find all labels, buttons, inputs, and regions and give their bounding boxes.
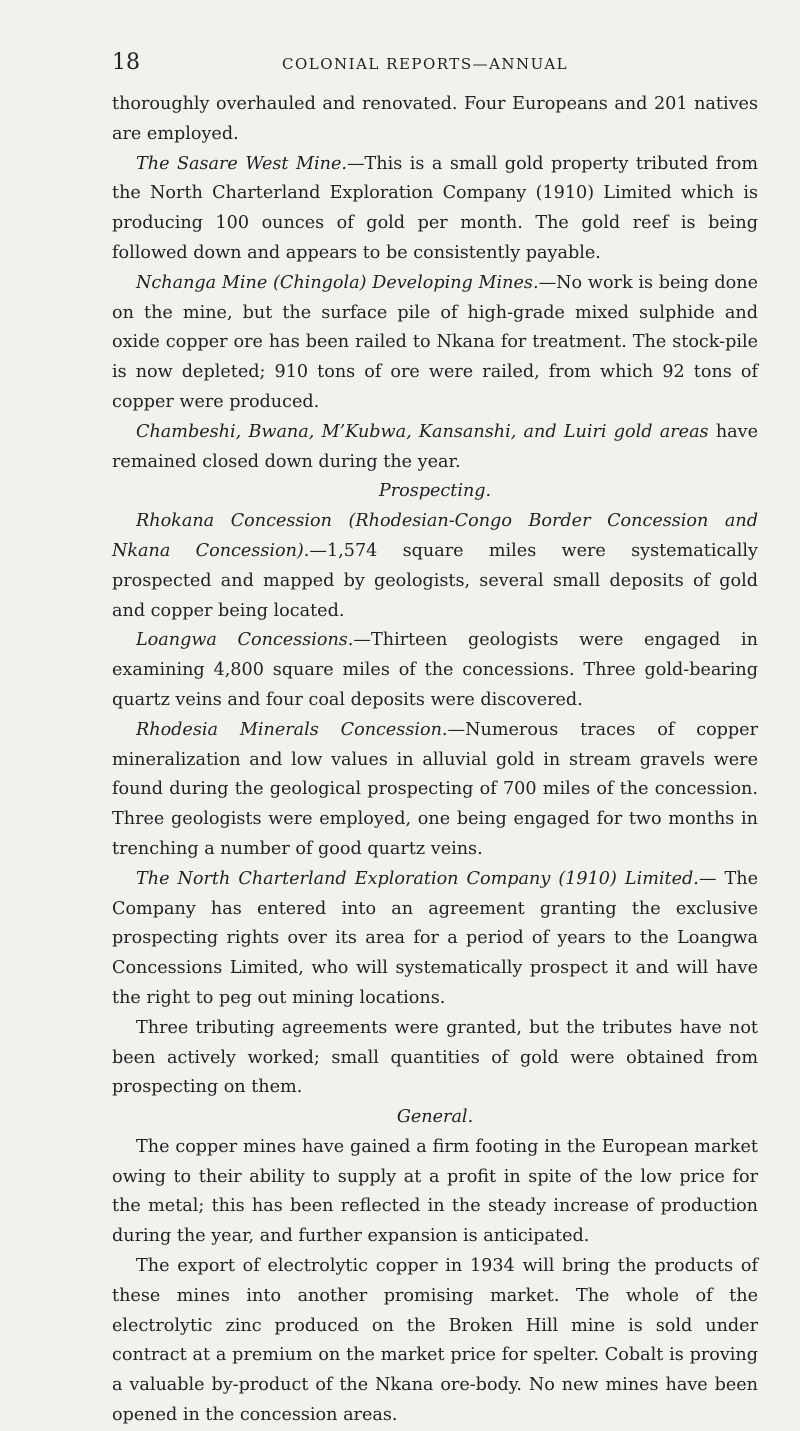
paragraph-text: have remained closed down during the year. [112, 421, 759, 472]
paragraph [112, 507, 758, 626]
paragraph [112, 1133, 758, 1252]
paragraph-lead: Nchanga Mine (Chingola) Developing Mines. [136, 272, 539, 293]
paragraph-text: —1,574 square miles were systematically prospected and mapped by geologists, several small deposits of gold and copper being located. [112, 540, 758, 621]
running-head: COLONIAL REPORTS—ANNUAL [282, 55, 569, 73]
paragraph-text: Three tributing agreements were granted, but the tributes have not been actively worked; small quantities of gold were obtained from prospecting on them. [112, 1017, 758, 1098]
paragraph-text: —Thirteen geologists were engaged in examining 4,800 square miles of the concessions. Three gold-bearing quartz veins and four coal deposits were discovered. [112, 630, 758, 710]
page-header [112, 50, 756, 80]
paragraph-text: The copper mines have gained a firm footing in the European market owing to their ability to supply at a profit in spite of the low price for the metal; this has been reflected in the steady increase of production during the year, and further expansion is anticipated. [112, 1136, 758, 1247]
paragraph [112, 1252, 758, 1431]
paragraph-text: thoroughly overhauled and renovated. Four Europeans and 201 natives are employed. [112, 94, 758, 144]
paragraph-text: —Numerous traces of copper mineralization and low values in alluvial gold in stream gravels were found during the geological prospecting of 700 miles of the concession. Three geologists were employed, one being engaged for two months in trenching a number of good quartz veins. [112, 719, 759, 859]
paragraph [112, 1014, 758, 1103]
paragraph-lead: Rhokana Concession (Rhodesian-Congo Border Concession and Nkana Concession). [112, 511, 758, 561]
section-heading-prospecting: Prospecting. [378, 481, 492, 502]
paragraph [112, 90, 758, 150]
page-number: 18 [112, 50, 140, 75]
paragraph-text: —This is a small gold property tributed from the North Charterland Exploration Company (1910) Limited which is producing 100 ounces of gold per month. The gold reef is being followed down and appears to be consistently payable. [112, 153, 758, 263]
paragraph [112, 865, 758, 1014]
paragraph [112, 418, 758, 478]
body-text [112, 90, 758, 1431]
paragraph [112, 716, 758, 865]
paragraph-text: —No work is being done on the mine, but the surface pile of high-grade mixed sulphide and oxide copper ore has been railed to Nkana for treatment. The stock-pile is now depleted; 910 tons of ore were railed, from which 92 tons of copper were produced. [112, 272, 759, 412]
paragraph-lead: The Sasare West Mine. [136, 153, 347, 174]
paragraph-text: — The Company has entered into an agreement granting the exclusive prospecting rights over its area for a period of years to the Loangwa Concessions Limited, who will systematically prospect it and will have the right to peg out mining locations. [112, 868, 758, 1008]
paragraph-lead: Rhodesia Minerals Concession. [136, 719, 448, 740]
paragraph-text: The export of electrolytic copper in 1934 will bring the products of these mines into another promising market. The whole of the electrolytic zinc produced on the Broken Hill mine is sold under contract at a premium on the market price for spelter. Cobalt is proving a valuable by-product of the Nkana ore-body. No new mines have been opened in the concession areas. [112, 1256, 758, 1426]
paragraph-lead: Loangwa Concessions. [136, 630, 354, 651]
section-heading-general: General. [396, 1107, 474, 1128]
paragraph [112, 269, 758, 418]
paragraph [112, 150, 758, 269]
paragraph-lead: The North Charterland Exploration Company (1910) Limited. [136, 868, 699, 889]
paragraph [112, 626, 758, 715]
paragraph-lead: Chambeshi, Bwana, M’Kubwa, Kansanshi, and Luiri gold areas [136, 421, 709, 442]
